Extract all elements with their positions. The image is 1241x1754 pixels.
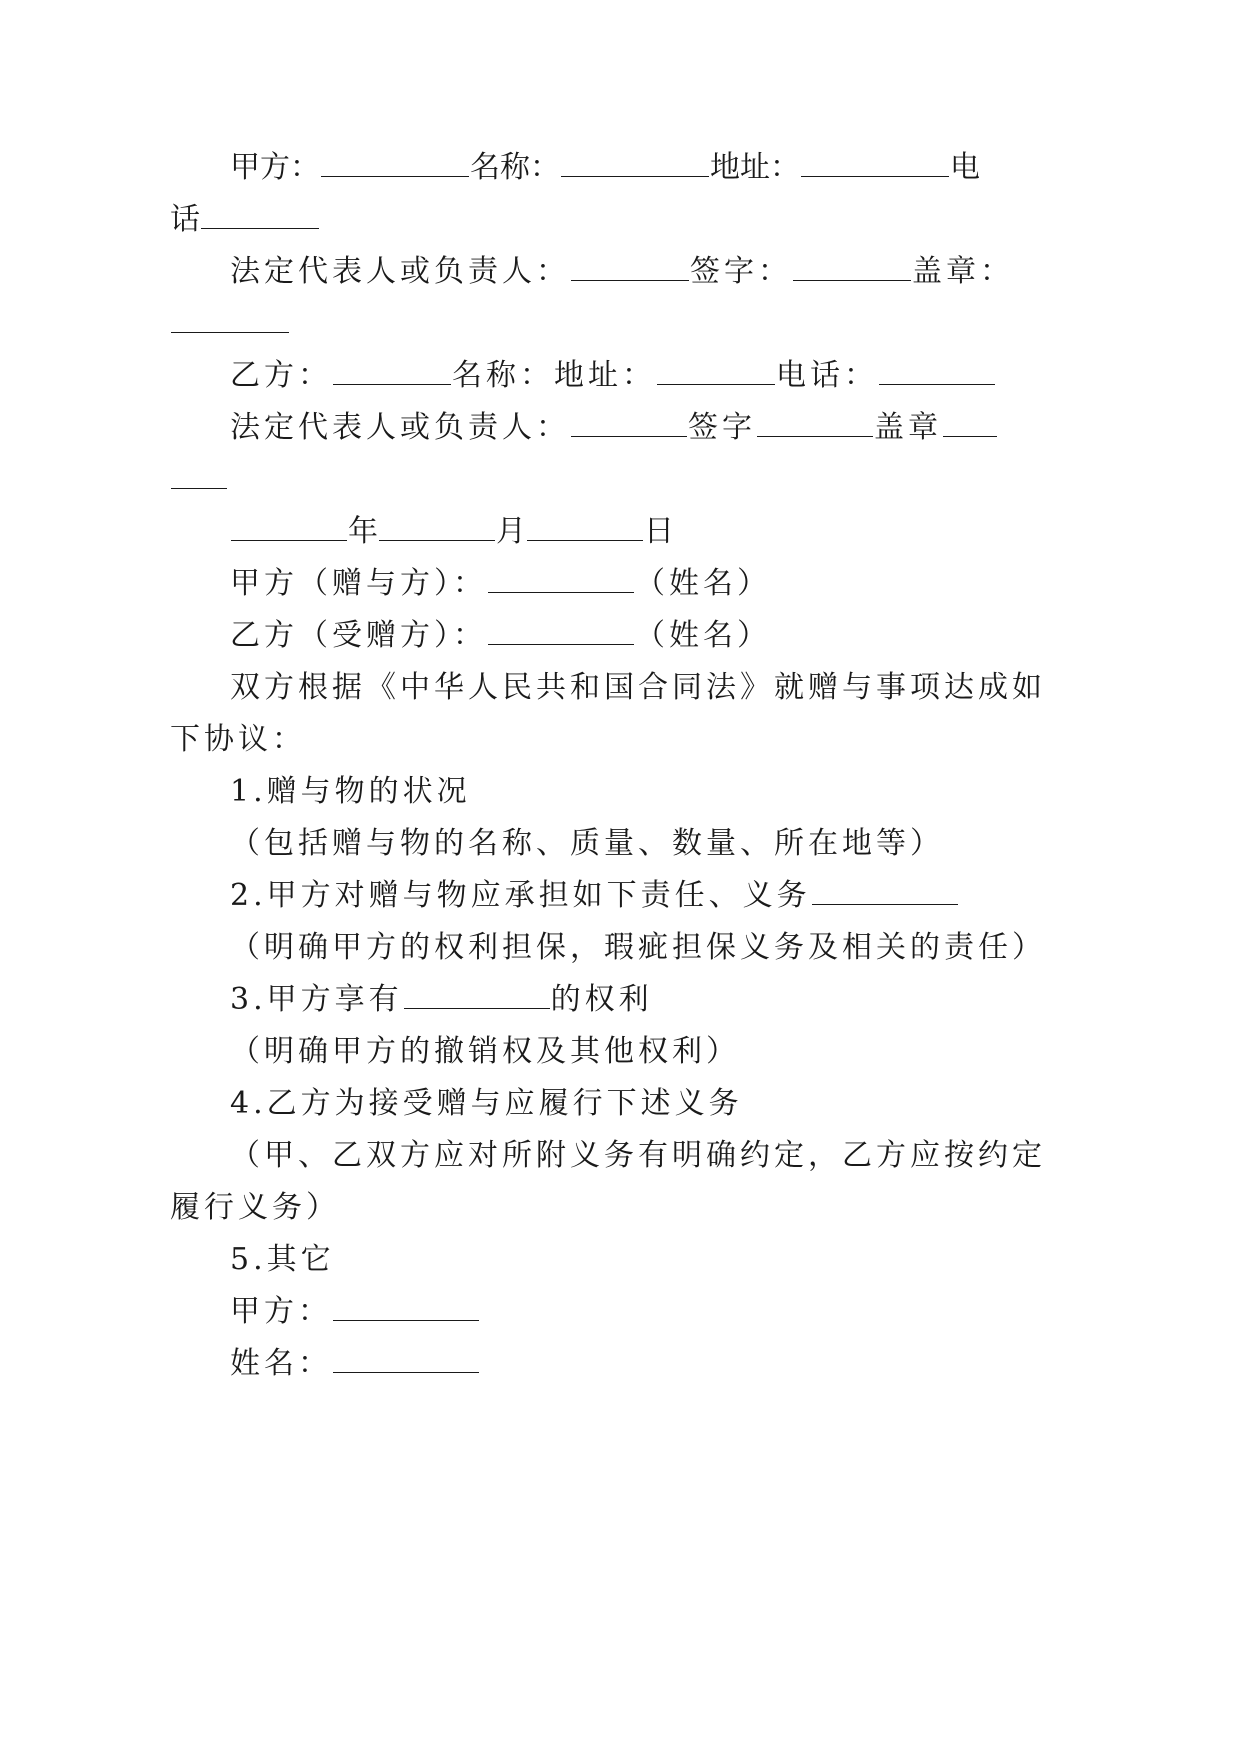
party-b-seal-line [170, 460, 228, 500]
clause-3-text-b: 的权利 [550, 982, 653, 1017]
party-b-representative-line [230, 408, 998, 448]
month-blank[interactable] [379, 512, 495, 541]
donee-blank[interactable] [488, 616, 634, 645]
name-blank[interactable] [561, 148, 709, 177]
phone-label-part2: 话 [170, 202, 200, 237]
clause-2-note: （明确甲方的权利担保，瑕疵担保义务及相关的责任） [230, 930, 1046, 965]
representative-blank-b[interactable] [571, 408, 687, 437]
party-a-contact-line [230, 148, 980, 188]
phone-label-b: 电话： [776, 358, 878, 393]
party-a-representative-line [230, 252, 1014, 292]
party-a-blank[interactable] [321, 148, 469, 177]
representative-blank[interactable] [571, 252, 689, 281]
seal-label: 盖章： [912, 254, 1014, 289]
clause-2-title [230, 876, 959, 916]
seal-label-b: 盖章 [874, 410, 942, 445]
clause-4-note-cont: 履行义务） [170, 1190, 340, 1225]
name-address-label: 名称：地址： [452, 358, 656, 393]
seal-blank-b-part2[interactable] [171, 460, 227, 489]
year-label: 年 [348, 514, 378, 549]
clause-5-title: 5.其它 [230, 1242, 335, 1277]
sign-party-a-blank[interactable] [333, 1292, 479, 1321]
phone-blank-b[interactable] [879, 356, 995, 385]
sign-name-label: 姓名： [230, 1346, 332, 1381]
sign-name-blank[interactable] [333, 1344, 479, 1373]
month-label: 月 [496, 514, 526, 549]
representative-label-b: 法定代表人或负责人： [230, 410, 570, 445]
donor-line [230, 564, 771, 604]
date-line [230, 512, 674, 552]
address-blank[interactable] [801, 148, 949, 177]
phone-label-part1: 电 [950, 150, 980, 185]
clause-4-note: （甲、乙双方应对所附义务有明确约定，乙方应按约定 [230, 1138, 1046, 1173]
donee-name-hint: （姓名） [635, 618, 771, 653]
sign-name-line [230, 1344, 480, 1384]
clause-3-text-a: 3.甲方享有 [230, 982, 403, 1017]
clause-3-title [230, 980, 653, 1020]
party-a-seal-line [170, 304, 290, 344]
clause-1-title: 1.赠与物的状况 [230, 774, 471, 809]
party-b-label: 乙方： [230, 358, 332, 393]
name-label: 名称： [470, 150, 560, 185]
party-a-phone-line [170, 200, 320, 240]
clause-3-note: （明确甲方的撤销权及其他权利） [230, 1034, 740, 1069]
sign-party-a-label: 甲方： [230, 1294, 332, 1329]
agreement-intro-cont: 下协议： [170, 722, 306, 757]
clause-2-blank[interactable] [812, 876, 958, 905]
signature-label: 签字： [690, 254, 792, 289]
year-blank[interactable] [231, 512, 347, 541]
representative-label: 法定代表人或负责人： [230, 254, 570, 289]
donor-label: 甲方（赠与方）： [230, 566, 487, 601]
donee-label: 乙方（受赠方）： [230, 618, 487, 653]
party-a-label: 甲方： [230, 150, 320, 185]
phone-blank[interactable] [201, 200, 319, 229]
address-label: 地址： [710, 150, 800, 185]
clause-3-blank[interactable] [404, 980, 550, 1009]
seal-blank[interactable] [171, 304, 289, 333]
sign-party-a-line [230, 1292, 480, 1332]
day-label: 日 [644, 514, 674, 549]
donee-line [230, 616, 771, 656]
agreement-intro-line: 双方根据《中华人民共和国合同法》就赠与事项达成如 [230, 670, 1046, 705]
donor-name-hint: （姓名） [635, 566, 771, 601]
address-blank-b[interactable] [657, 356, 775, 385]
clause-1-note: （包括赠与物的名称、质量、数量、所在地等） [230, 826, 944, 861]
party-b-blank[interactable] [333, 356, 451, 385]
clause-2-text: 2.甲方对赠与物应承担如下责任、义务 [230, 878, 811, 913]
signature-label-b: 签字 [688, 410, 756, 445]
clause-4-title: 4.乙方为接受赠与应履行下述义务 [230, 1086, 743, 1121]
signature-blank[interactable] [793, 252, 911, 281]
seal-blank-b-part1[interactable] [943, 408, 997, 437]
day-blank[interactable] [527, 512, 643, 541]
donor-blank[interactable] [488, 564, 634, 593]
party-b-contact-line [230, 356, 996, 396]
signature-blank-b[interactable] [757, 408, 873, 437]
